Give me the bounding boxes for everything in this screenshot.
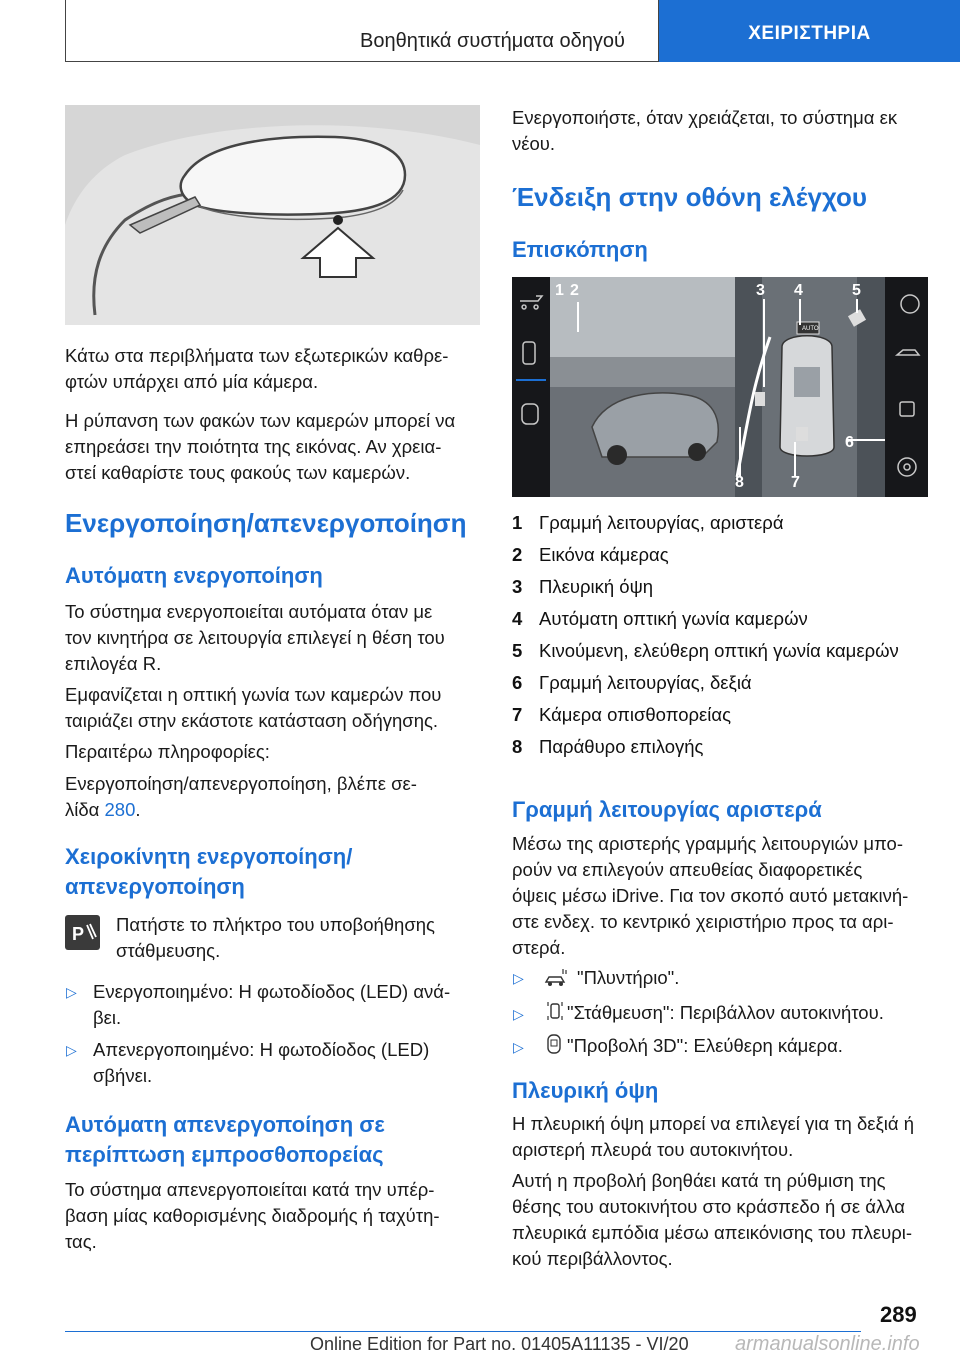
dirt-warning-line: Η ρύπανση των φακών των καμερών μπορεί να	[65, 410, 456, 431]
more-info-label: Περαιτέρω πληροφορίες:	[65, 741, 270, 762]
dirt-warning-line: επηρεάσει την ποιότητα της εικόνας. Αν χρεια-	[65, 436, 442, 457]
callout-number: 8	[735, 474, 744, 491]
watermark: armanualsonline.info	[735, 1333, 920, 1355]
view-text-line: ταιριάζει στην εκάστοτε κατάσταση οδήγησης.	[65, 710, 439, 731]
view-text-line: Εμφανίζεται η οπτική γωνία των καμερών που	[65, 684, 442, 705]
heading-side-view: Πλευρική όψη	[512, 1078, 659, 1103]
chapter-tab[interactable]: ΧΕΙΡΙΣΤΗΡΙΑ	[659, 0, 960, 62]
bullet-led-on: βει.	[93, 1007, 122, 1028]
side-view-text-line: Αυτή η προβολή βοηθάει κατά τη ρύθμιση της	[512, 1170, 886, 1191]
footer-edition: Online Edition for Part no. 01405A11135 - VI/20	[310, 1334, 689, 1354]
heading-control-display: Ένδειξη στην οθόνη ελέγχου	[512, 182, 868, 212]
bullet-triangle-icon: ▷	[513, 1006, 524, 1022]
callout-number: 6	[845, 434, 854, 451]
reference-line: Ενεργοποίηση/απενεργοποίηση, βλέπε σε-	[65, 773, 417, 794]
heading-manual-activation: απενεργοποίηση	[65, 874, 245, 899]
callout-number: 7	[791, 474, 800, 491]
bullet-led-off: σβήνει.	[93, 1065, 153, 1086]
heading-auto-activation: Αυτόματη ενεργοποίηση	[65, 563, 323, 588]
callout-number: 1	[555, 282, 564, 299]
option-3d-view: "Προβολή 3D": Ελεύθερη κάμερα.	[567, 1035, 843, 1056]
side-view-text-line: θέσης του αυτοκινήτου στο κράσπεδο ή σε άλλα	[512, 1196, 905, 1217]
auto-text-line: Το σύστημα ενεργοποιείται αυτόματα όταν με	[65, 601, 433, 622]
function-text-line: στε ενδεχ. το κεντρικό χειριστήριο προς τα αρι-	[512, 911, 894, 932]
heading-auto-deactivation: περίπτωση εμπροσθοπορείας	[65, 1142, 384, 1167]
button-instruction-line: Πατήστε το πλήκτρο του υποβοήθησης	[116, 914, 435, 935]
heading-manual-activation: Χειροκίνητη ενεργοποίηση/	[65, 844, 353, 869]
auto-text-line: τον κινητήρα σε λειτουργία επιλεγεί η θέση του	[65, 627, 445, 648]
bullet-led-on: Ενεργοποιημένο: Η φωτοδίοδος (LED) ανά-	[93, 981, 451, 1002]
option-parking: "Στάθμευση": Περιβάλλον αυτοκινήτου.	[567, 1002, 884, 1023]
page-number: 289	[880, 1302, 917, 1327]
callout-number: 4	[794, 282, 803, 299]
heading-overview: Επισκόπηση	[512, 237, 648, 262]
side-view-text-line: αριστερή πλευρά του αυτοκινήτου.	[512, 1139, 794, 1160]
bullet-triangle-icon: ▷	[66, 1042, 77, 1058]
screen-auto-badge: AUTO	[802, 326, 819, 332]
bullet-triangle-icon: ▷	[513, 1039, 524, 1055]
car-wash-icon	[543, 966, 569, 988]
reactivate-line: Ενεργοποιήστε, όταν χρειάζεται, το σύστημα εκ	[512, 107, 898, 128]
parking-view-icon	[546, 999, 564, 1023]
reactivate-line: νέου.	[512, 133, 556, 154]
control-display-screenshot	[512, 277, 928, 497]
bullet-triangle-icon: ▷	[513, 970, 524, 986]
side-view-text-line: πλευρικά εμπόδια μέσω απεικόνισης του πλευρι-	[512, 1222, 912, 1243]
auto-text-line: επιλογέα R.	[65, 653, 162, 674]
heading-activation: Ενεργοποίηση/απενεργοποίηση	[65, 508, 467, 538]
autooff-text-line: τας.	[65, 1231, 97, 1252]
section-title: Βοηθητικά συστήματα οδηγού	[360, 30, 625, 52]
mirror-caption-line: Κάτω στα περιβλήματα των εξωτερικών καθρε-	[65, 345, 449, 366]
function-text-line: ρούν να επιλεγούν απευθείας διαφορετικές	[512, 859, 863, 880]
button-instruction-line: στάθμευσης.	[116, 940, 221, 961]
callout-number: 2	[570, 282, 579, 299]
callout-number: 3	[756, 282, 765, 299]
function-text-line: Μέσω της αριστερής γραμμής λειτουργιών μπο-	[512, 833, 904, 854]
park-assist-button-icon	[65, 915, 100, 950]
footer-divider	[65, 1331, 861, 1332]
side-view-text-line: κού περιβάλλοντος.	[512, 1248, 673, 1269]
reference-line: λίδα 280.	[65, 799, 141, 820]
autooff-text-line: βαση μίας καθορισμένης διαδρομής ή ταχύτη-	[65, 1205, 440, 1226]
bullet-led-off: Απενεργοποιημένο: Η φωτοδίοδος (LED)	[93, 1039, 430, 1060]
3d-view-icon	[544, 1032, 564, 1056]
mirror-caption-line: φτών υπάρχει από μία κάμερα.	[65, 371, 319, 392]
bullet-triangle-icon: ▷	[66, 984, 77, 1000]
autooff-text-line: Το σύστημα απενεργοποιείται κατά την υπέρ-	[65, 1179, 435, 1200]
heading-auto-deactivation: Αυτόματη απενεργοποίηση σε	[65, 1112, 385, 1137]
function-text-line: στερά.	[512, 937, 566, 958]
page-reference-link[interactable]: 280	[104, 799, 136, 820]
dirt-warning-line: στεί καθαρίστε τους φακούς των καμερών.	[65, 462, 411, 483]
function-text-line: όψεις μέσω iDrive. Για τον σκοπό αυτό μετακινή-	[512, 885, 909, 906]
callout-number: 5	[852, 282, 861, 299]
option-car-wash: "Πλυντήριο".	[577, 967, 680, 988]
heading-function-bar-left: Γραμμή λειτουργίας αριστερά	[512, 797, 822, 822]
side-view-text-line: Η πλευρική όψη μπορεί να επιλεγεί για τη δεξιά ή	[512, 1113, 915, 1134]
mirror-camera-illustration	[65, 105, 480, 325]
svg-text:P: P	[72, 924, 85, 944]
